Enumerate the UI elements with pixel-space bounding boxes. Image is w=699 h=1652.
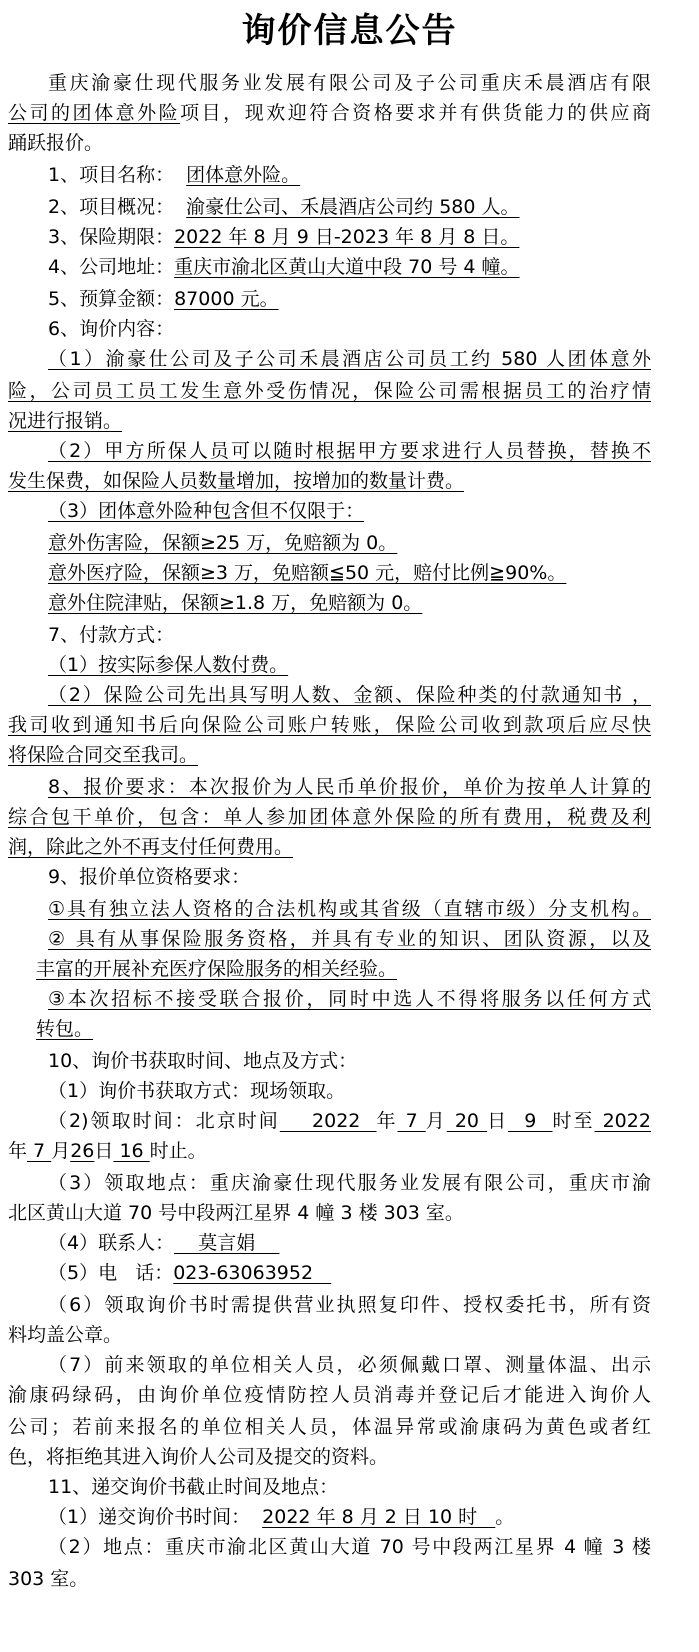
- text-run: 色，将拒绝其进入询价人公司及提交的资料。: [8, 1446, 389, 1468]
- text-line: [48, 924, 651, 954]
- text-run: 年: [8, 1140, 28, 1162]
- text-run: 月: [425, 1110, 447, 1132]
- underlined-text: （3）团体意外险种包含但不仅限于：: [48, 500, 365, 522]
- text-line: [8, 1442, 388, 1472]
- text-line: [48, 160, 300, 190]
- underlined-text: 意外医疗险，保额≥3 万，免赔额≦50 元，赔付比例≧90%。: [48, 562, 567, 584]
- text-run: 5、预算金额：: [48, 288, 175, 310]
- text-line: [48, 252, 520, 282]
- underlined-text: 2022: [279, 1110, 377, 1132]
- underlined-text: 2022: [594, 1110, 651, 1132]
- text-line: [8, 1380, 651, 1410]
- underlined-text: 20: [446, 1110, 488, 1132]
- underlined-text: 转包。: [36, 1018, 94, 1040]
- text-run: 3、保险期限：: [48, 226, 175, 248]
- underlined-text: 7: [397, 1110, 426, 1132]
- text-line: [48, 344, 651, 374]
- text-line: [36, 1014, 93, 1044]
- text-run: 日: [94, 1140, 114, 1162]
- underlined-text: （1）渝豪仕公司及子公司禾晨酒店公司员工约 580 人团体意外: [48, 348, 651, 370]
- underlined-text: 综合包干单价，包含：单人参加团体意外保险的所有费用，税费及利: [8, 806, 651, 828]
- text-run: 踊跃报价。: [8, 132, 104, 154]
- text-run: （7）前来领取的单位相关人员，必须佩戴口罩、测量体温、出示: [48, 1354, 651, 1376]
- text-line: [48, 192, 520, 222]
- text-run: 公司；若前来报名的单位相关人员，体温异常或渝康码为黄色或者红: [8, 1416, 651, 1438]
- underlined-text: 重庆市渝北区黄山大道中段 70 号 4 幢。: [174, 256, 520, 278]
- underlined-text: 我司收到通知书后向保险公司账户转账，保险公司收到款项后应尽快: [8, 714, 651, 736]
- text-run: 4、公司地址：: [48, 256, 175, 278]
- underlined-text: （2）保险公司先出具写明人数、金额、保险种类的付款通知书 ，: [48, 684, 651, 706]
- text-line: [48, 984, 651, 1014]
- text-line: [8, 1320, 122, 1350]
- text-line: [48, 1290, 651, 1320]
- text-run: 北区黄山大道 70 号中段两江星界 4 幢 3 楼 303 室。: [8, 1202, 464, 1224]
- text-line: [48, 1106, 651, 1136]
- text-line: [48, 1076, 345, 1106]
- text-line: [8, 466, 464, 496]
- underlined-text: ② 具有从事保险服务资格，并具有专业的知识、团队资源，以及: [48, 928, 651, 950]
- text-line: [8, 1564, 88, 1594]
- underlined-text: 丰富的开展补充医疗保险服务的相关经验。: [36, 958, 398, 980]
- text-run: 303 室。: [8, 1568, 89, 1590]
- text-line: [48, 436, 651, 466]
- text-run: 1、项目名称：: [48, 164, 187, 186]
- underlined-text: 2022 年 8 月 9 日-2023 年 8 月 8 日。: [174, 226, 520, 248]
- text-line: [48, 1532, 651, 1562]
- text-line: [8, 802, 651, 832]
- text-line: [48, 680, 651, 710]
- text-line: [8, 1198, 464, 1228]
- text-run: 项目，现欢迎符合资格要求并有供货能力的供应商: [180, 102, 651, 124]
- text-line: [36, 954, 397, 984]
- underlined-text: 莫言娟: [174, 1232, 280, 1254]
- text-run: 7、付款方式：: [48, 624, 175, 646]
- text-run: （5）电 话：: [48, 1262, 174, 1284]
- text-line: [48, 894, 651, 924]
- text-run: （1）询价书获取方式：现场领取。: [48, 1080, 346, 1102]
- underlined-text: 发生保费，如保险人员数量增加，按增加的数量计费。: [8, 470, 465, 492]
- text-line: [48, 1350, 651, 1380]
- underlined-text: 将保险合同交至我司。: [8, 744, 199, 766]
- text-run: 渝康码绿码，由询价单位疫情防控人员消毒并登记后才能进入询价人: [8, 1384, 651, 1406]
- underlined-text: 023-63063952: [173, 1262, 332, 1284]
- text-line: [8, 1136, 207, 1166]
- text-run: 。: [495, 1506, 515, 1528]
- text-run: （1）递交询价书时间：: [48, 1506, 263, 1528]
- underlined-text: 意外住院津贴，保额≥1.8 万，免赔额为 0。: [48, 592, 423, 614]
- text-run: （2)领取时间：北京时间: [48, 1110, 280, 1132]
- text-run: （4）联系人：: [48, 1232, 175, 1254]
- text-line: [48, 1258, 331, 1288]
- underlined-text: （2）甲方所保人员可以随时根据甲方要求进行人员替换，替换不: [48, 440, 651, 462]
- underlined-text: 公司的团体意外险: [8, 102, 181, 124]
- text-run: 时止。: [149, 1140, 207, 1162]
- underlined-text: 润，除此之外不再支付任何费用。: [8, 836, 294, 858]
- text-line: [8, 98, 651, 128]
- text-line: [48, 1228, 279, 1258]
- text-line: [48, 862, 250, 892]
- underlined-text: 团体意外险。: [186, 164, 301, 186]
- text-line: [8, 832, 293, 862]
- text-run: 11、递交询价书截止时间及地点：: [48, 1476, 339, 1498]
- text-line: [48, 528, 397, 558]
- text-run: 月: [51, 1140, 71, 1162]
- text-line: [48, 314, 174, 344]
- page-title: 询价信息公告: [241, 11, 458, 51]
- text-line: [48, 68, 651, 98]
- text-line: [48, 1046, 357, 1076]
- text-line: [8, 376, 651, 406]
- text-line: [48, 284, 279, 314]
- underlined-text: 况进行报销。: [8, 410, 123, 432]
- text-run: 9、报价单位资格要求：: [48, 866, 251, 888]
- text-run: 时至: [552, 1110, 595, 1132]
- text-line: [48, 1502, 514, 1532]
- underlined-text: ①具有独立法人资格的合法机构或其省级（直辖市级）分支机构。: [48, 898, 651, 920]
- text-line: [8, 710, 651, 740]
- text-line: [48, 496, 364, 526]
- text-run: 6、询价内容：: [48, 318, 175, 340]
- underlined-text: （1）按实际参保人数付费。: [48, 654, 289, 676]
- text-run: （3）领取地点：重庆渝豪仕现代服务业发展有限公司，重庆市渝: [48, 1172, 651, 1194]
- text-run: （6）领取询价书时需提供营业执照复印件、授权委托书，所有资: [48, 1294, 651, 1316]
- underlined-text: 26: [70, 1140, 95, 1162]
- text-run: （2）地点：重庆市渝北区黄山大道 70 号中段两江星界 4 幢 3 楼: [48, 1536, 651, 1558]
- underlined-text: 8、报价要求：本次报价为人民币单价报价，单价为按单人计算的: [48, 776, 651, 798]
- underlined-text: 意外伤害险，保额≥25 万，免赔额为 0。: [48, 532, 398, 554]
- text-run: 2、项目概况：: [48, 196, 187, 218]
- text-line: [48, 588, 422, 618]
- text-run: 重庆渝豪仕现代服务业发展有限公司及子公司重庆禾晨酒店有限: [48, 72, 651, 94]
- text-line: [48, 1472, 338, 1502]
- text-line: [48, 772, 651, 802]
- text-run: 日: [487, 1110, 509, 1132]
- underlined-text: 87000 元。: [174, 288, 279, 310]
- text-line: [8, 406, 122, 436]
- text-run: 10、询价书获取时间、地点及方式：: [48, 1050, 358, 1072]
- text-run: 年: [376, 1110, 398, 1132]
- text-line: [8, 740, 198, 770]
- text-line: [48, 558, 566, 588]
- underlined-text: 渝豪仕公司、禾晨酒店公司约 580 人。: [186, 196, 520, 218]
- text-run: 料均盖公章。: [8, 1324, 123, 1346]
- text-line: [48, 1168, 651, 1198]
- text-line: [8, 128, 103, 158]
- underlined-text: 2022 年 8 月 2 日 10 时: [262, 1506, 496, 1528]
- underlined-text: 16: [113, 1140, 150, 1162]
- text-line: [48, 222, 519, 252]
- underlined-text: 7: [27, 1140, 52, 1162]
- underlined-text: ③本次招标不接受联合报价，同时中选人不得将服务以任何方式: [48, 988, 651, 1010]
- text-line: [8, 1412, 651, 1442]
- underlined-text: 9: [508, 1110, 553, 1132]
- text-line: [48, 650, 288, 680]
- underlined-text: 险，公司员工员工发生意外受伤情况，保险公司需根据员工的治疗情: [8, 380, 651, 402]
- text-line: [48, 620, 174, 650]
